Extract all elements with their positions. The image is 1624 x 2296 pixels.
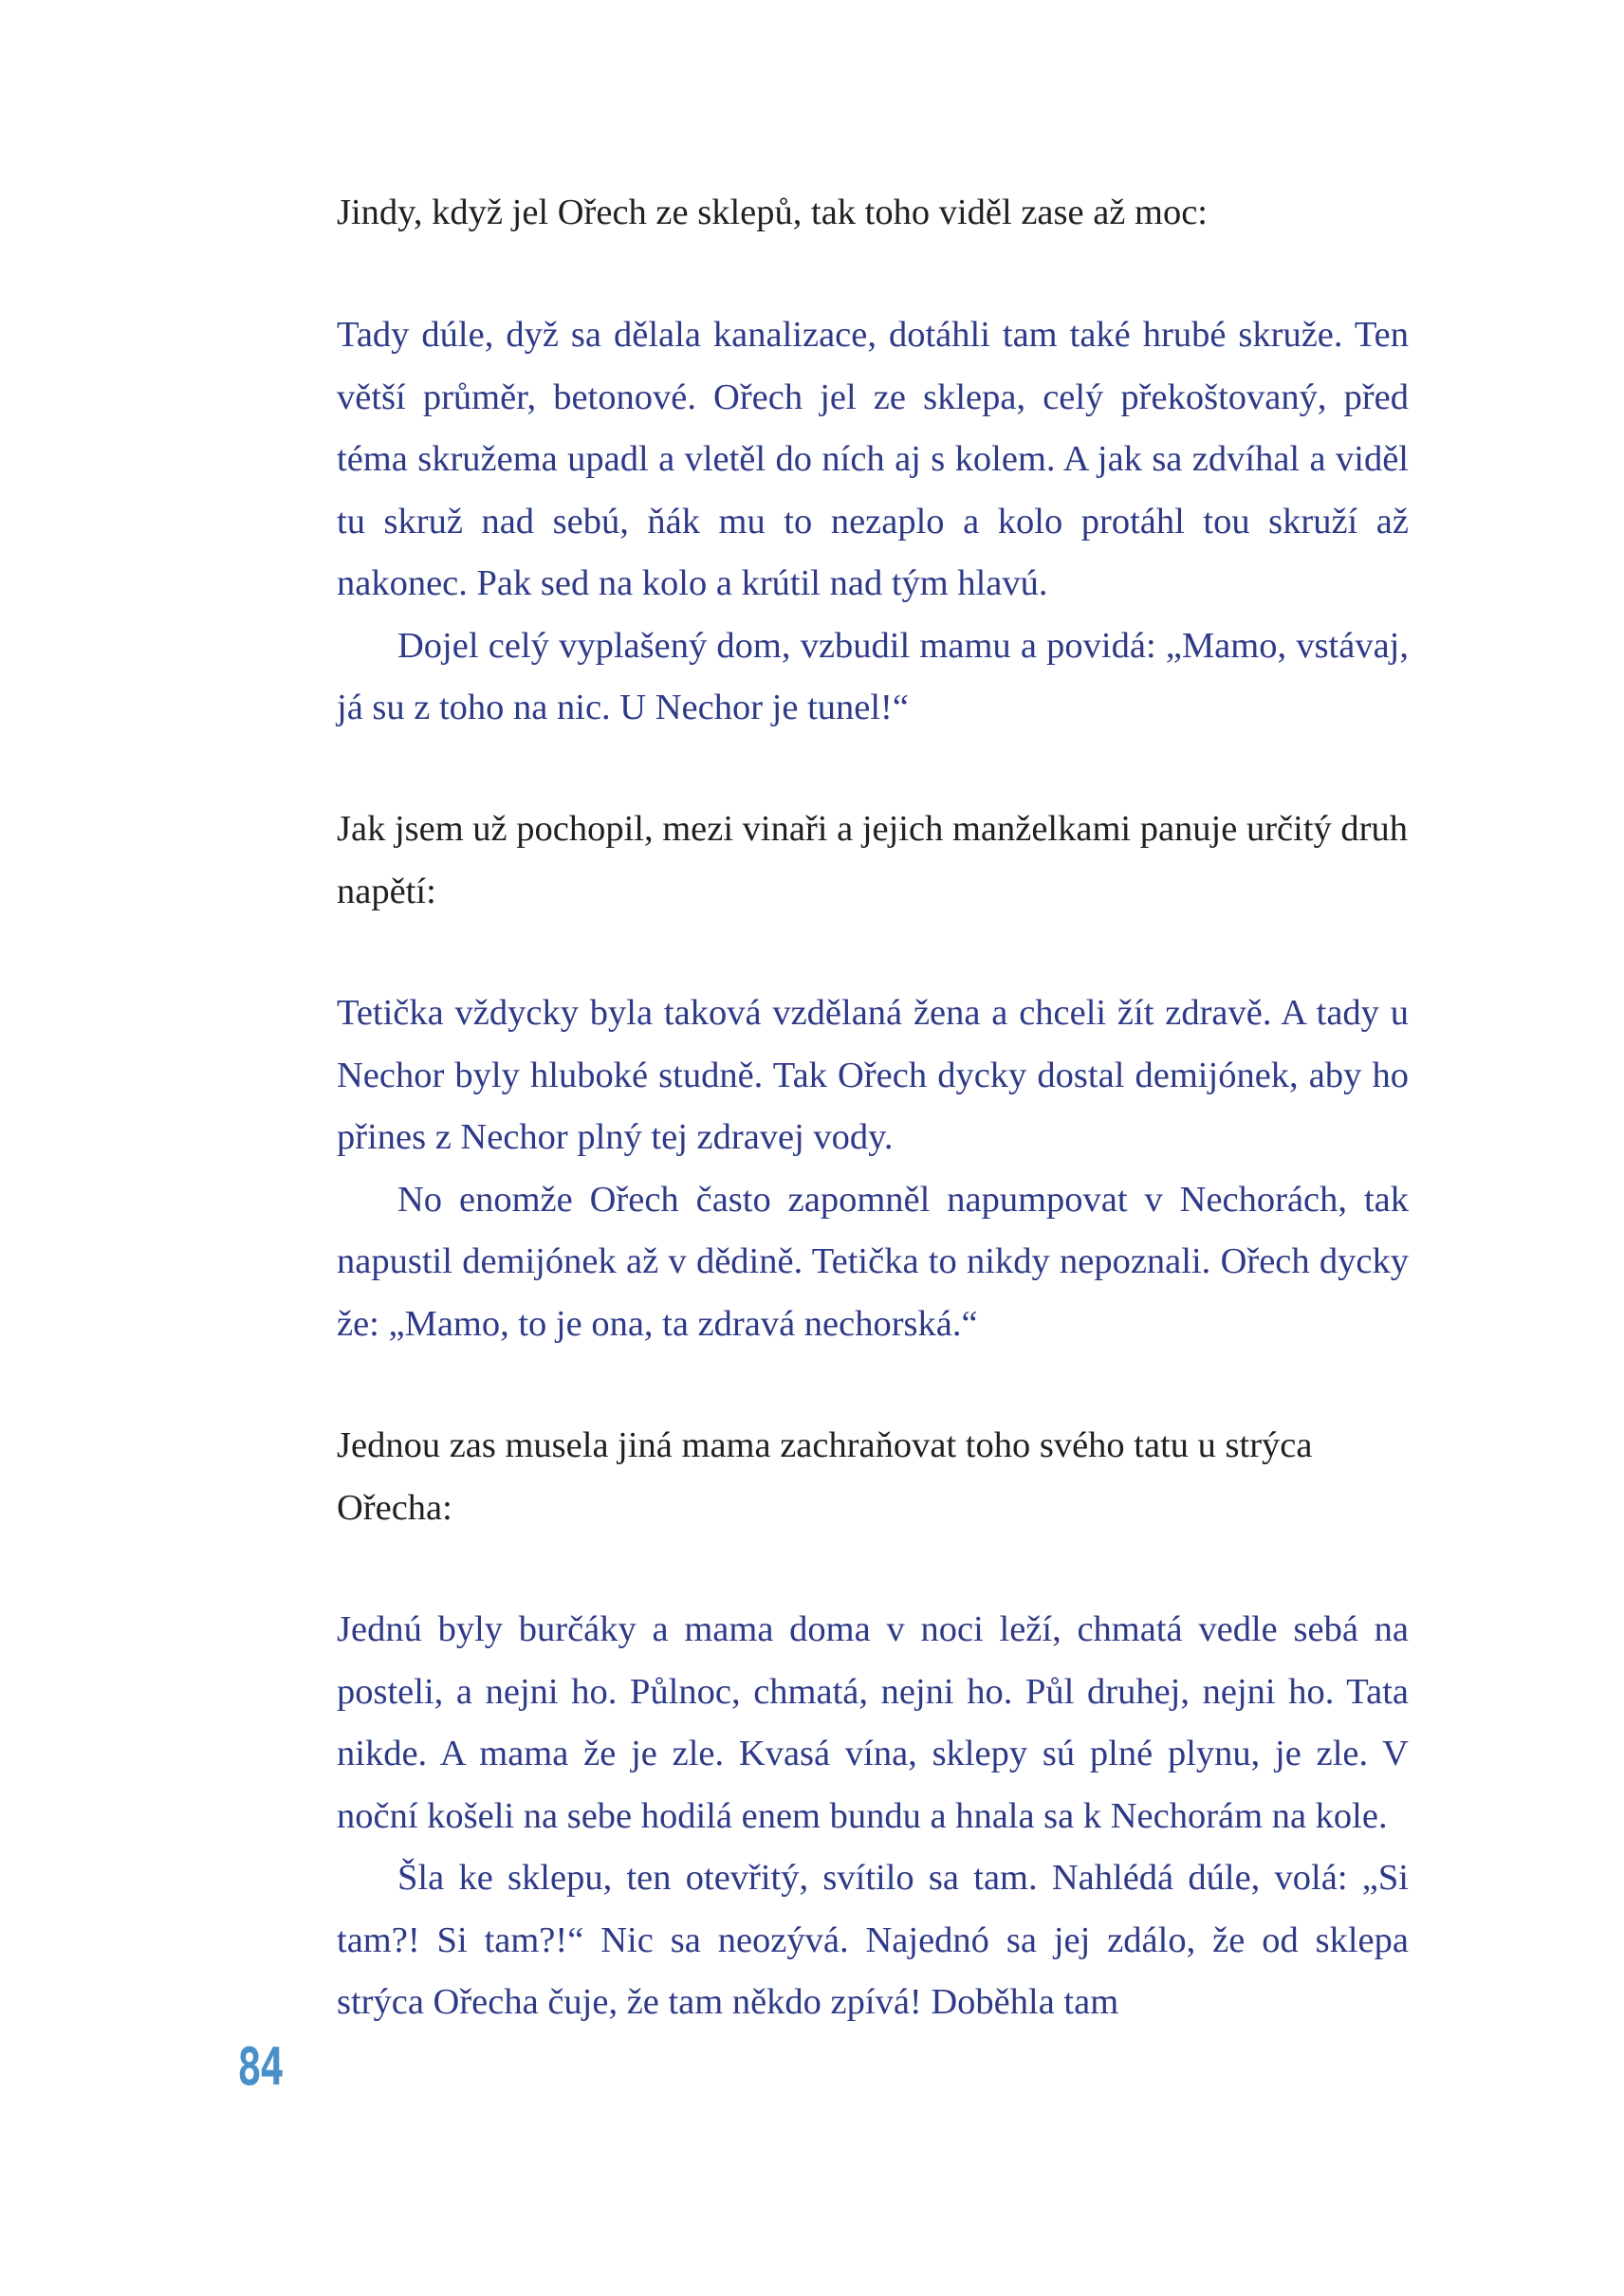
narration-paragraph: Jindy, když jel Ořech ze sklepů, tak toho viděl zase až moc:: [337, 193, 1208, 232]
dialect-paragraph: Dojel celý vyplašený dom, vzbudil mamu a povidá: „Mamo, vstávaj, já su z toho na nic. U Nechor je tunel!“: [337, 625, 1409, 727]
page-number: 84: [237, 2037, 283, 2097]
dialect-block-2: [337, 983, 1409, 1355]
narration-block-3: [337, 1415, 1409, 1539]
dialect-paragraph: Tady dúle, dyž sa dělala kanalizace, dotáhli tam také hrubé skruže. Ten větší průměr, betonové. Ořech jel ze sklepa, celý překoštovaný, před téma skružema upadl a vletěl do ních aj s kolem. A jak sa zdvíhal a viděl tu skruž nad sebú, ňák mu to nezaplo a kolo protáhl tou skruží až nakonec. Pak sed na kolo a krútil nad tým hlavú.: [337, 315, 1409, 603]
dialect-paragraph: Tetička vždycky byla taková vzdělaná žena a chceli žít zdravě. A tady u Nechor byly hluboké studně. Tak Ořech dycky dostal demijónek, aby ho přines z Nechor plný tej zdravej vody.: [337, 993, 1409, 1157]
dialect-paragraph: No enomže Ořech často zapomněl napumpovat v Nechorách, tak napustil demijónek až v dědině. Tetička to nikdy nepoznali. Ořech dycky že: „Mamo, to je ona, ta zdravá nechorská.“: [337, 1179, 1409, 1344]
dialect-paragraph: Šla ke sklepu, ten otevřitý, svítilo sa tam. Nahlédá dúle, volá: „Si tam?! Si tam?!“ Nic sa neozývá. Najednó sa jej zdálo, že od sklepa strýca Ořecha čuje, že tam někdo zpívá! Doběhla tam: [337, 1858, 1409, 2022]
narration-paragraph: Jednou zas musela jiná mama zachraňovat toho svého tatu u strýca Ořecha:: [337, 1425, 1313, 1528]
dialect-paragraph: Jednú byly burčáky a mama doma v noci leží, chmatá vedle sebá na posteli, a nejni ho. Půlnoc, chmatá, nejni ho. Půl druhej, nejni ho. Tata nikde. A mama že je zle. Kvasá vína, sklepy sú plné plynu, je zle. V noční košeli na sebe hodilá enem bundu a hnala sa k Nechorám na kole.: [337, 1609, 1409, 1836]
narration-block-1: [337, 182, 1409, 245]
dialect-block-3: [337, 1599, 1409, 2034]
narration-paragraph: Jak jsem už pochopil, mezi vinaři a jejich manželkami panuje určitý druh napětí:: [337, 809, 1408, 911]
dialect-block-1: [337, 304, 1409, 740]
narration-block-2: [337, 799, 1409, 923]
